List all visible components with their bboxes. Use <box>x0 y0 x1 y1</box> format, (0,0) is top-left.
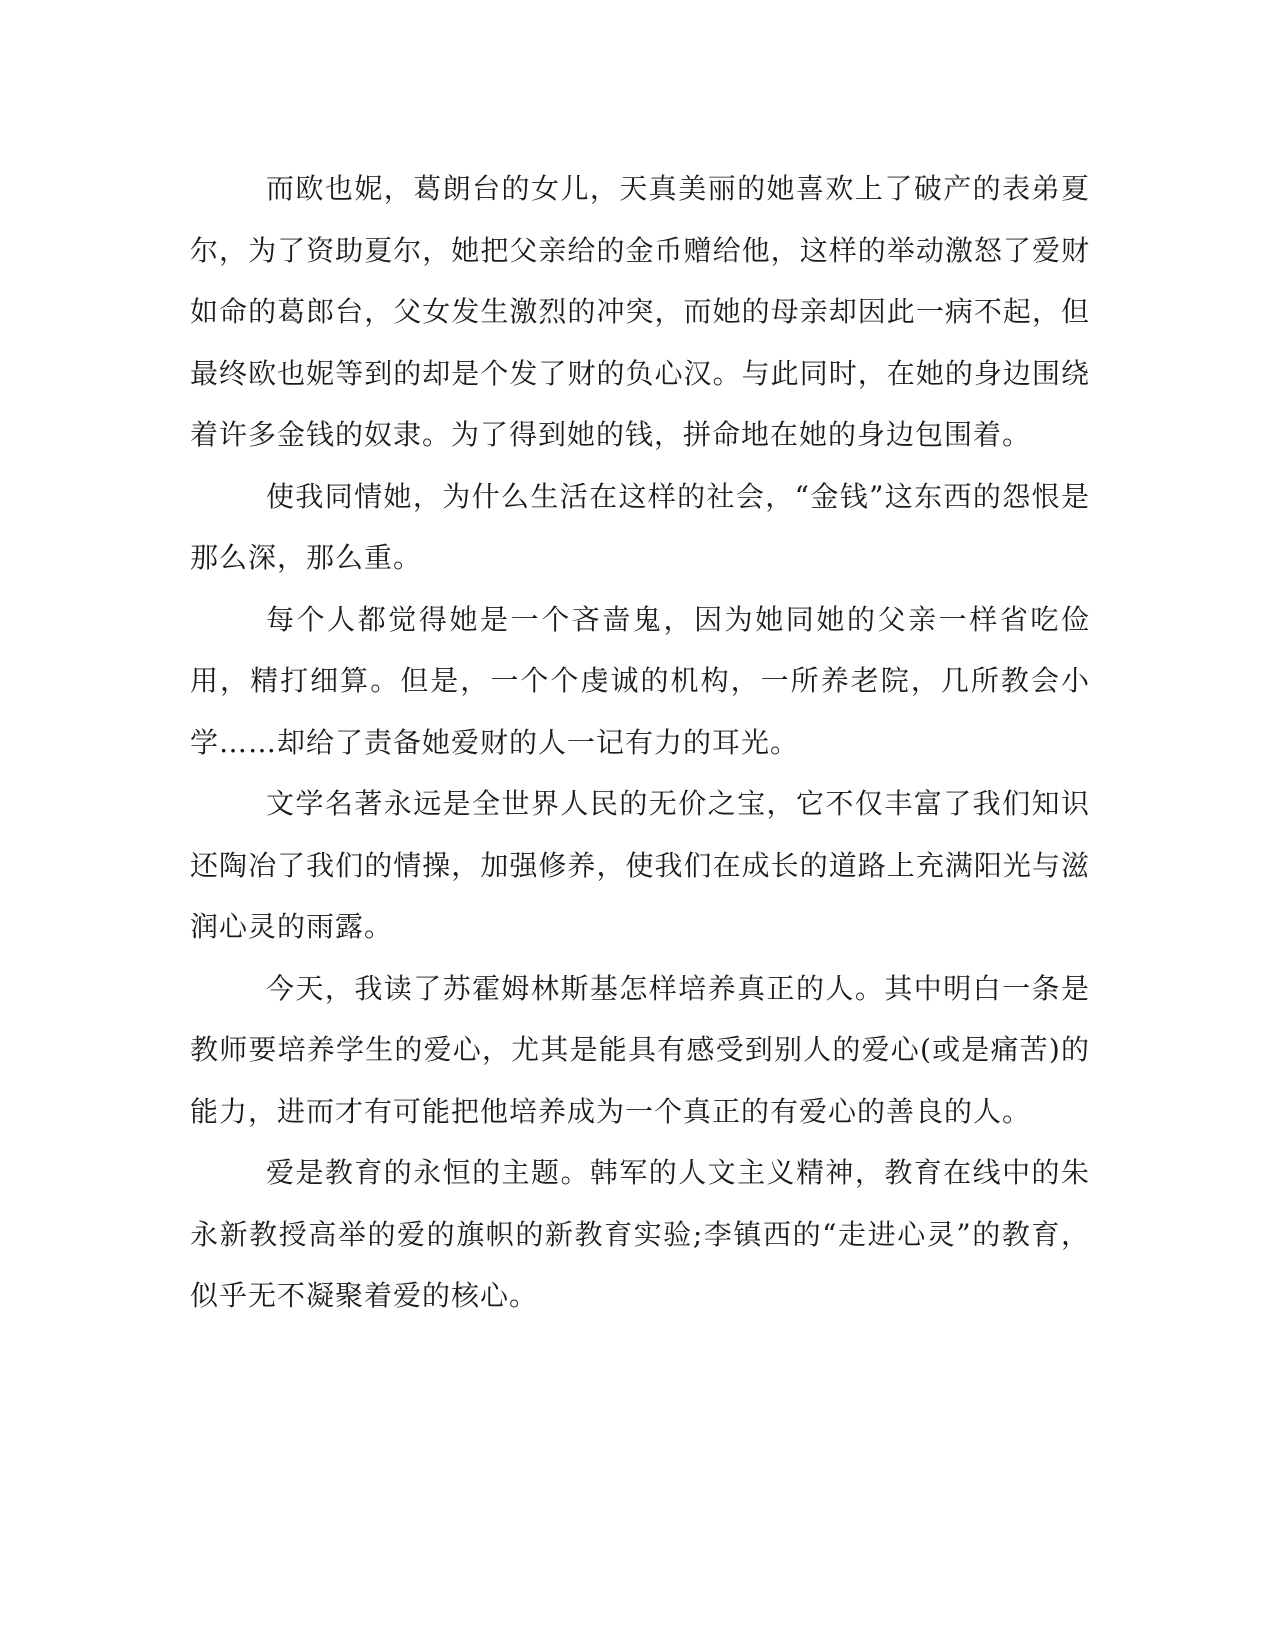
paragraph-1: 而欧也妮，葛朗台的女儿，天真美丽的她喜欢上了破产的表弟夏尔，为了资助夏尔，她把父亲给的金币赠给他，这样的举动激怒了爱财如命的葛郎台，父女发生激烈的冲突，而她的母亲却因此一病不起，但最终欧也妮等到的却是个发了财的负心汉。与此同时，在她的身边围绕着许多金钱的奴隶。为了得到她的钱，拼命地在她的身边包围着。 <box>190 172 1090 451</box>
document-body <box>190 158 1090 1327</box>
paragraph-3: 每个人都觉得她是一个吝啬鬼，因为她同她的父亲一样省吃俭用，精打细算。但是，一个个虔诚的机构，一所养老院，几所教会小学……却给了责备她爱财的人一记有力的耳光。 <box>190 602 1090 759</box>
paragraph-2: 使我同情她，为什么生活在这样的社会，“金钱”这东西的怨恨是那么深，那么重。 <box>190 479 1090 574</box>
paragraph-4: 文学名著永远是全世界人民的无价之宝，它不仅丰富了我们知识还陶冶了我们的情操，加强修养，使我们在成长的道路上充满阳光与滋润心灵的雨露。 <box>190 787 1090 943</box>
paragraph-5: 今天，我读了苏霍姆林斯基怎样培养真正的人。其中明白一条是教师要培养学生的爱心，尤其是能具有感受到别人的爱心(或是痛苦)的能力，进而才有可能把他培养成为一个真正的有爱心的善良的人。 <box>190 971 1090 1128</box>
paragraph-6: 爱是教育的永恒的主题。韩军的人文主义精神，教育在线中的朱永新教授高举的爱的旗帜的新教育实验;李镇西的“走进心灵”的教育，似乎无不凝聚着爱的核心。 <box>190 1156 1090 1312</box>
